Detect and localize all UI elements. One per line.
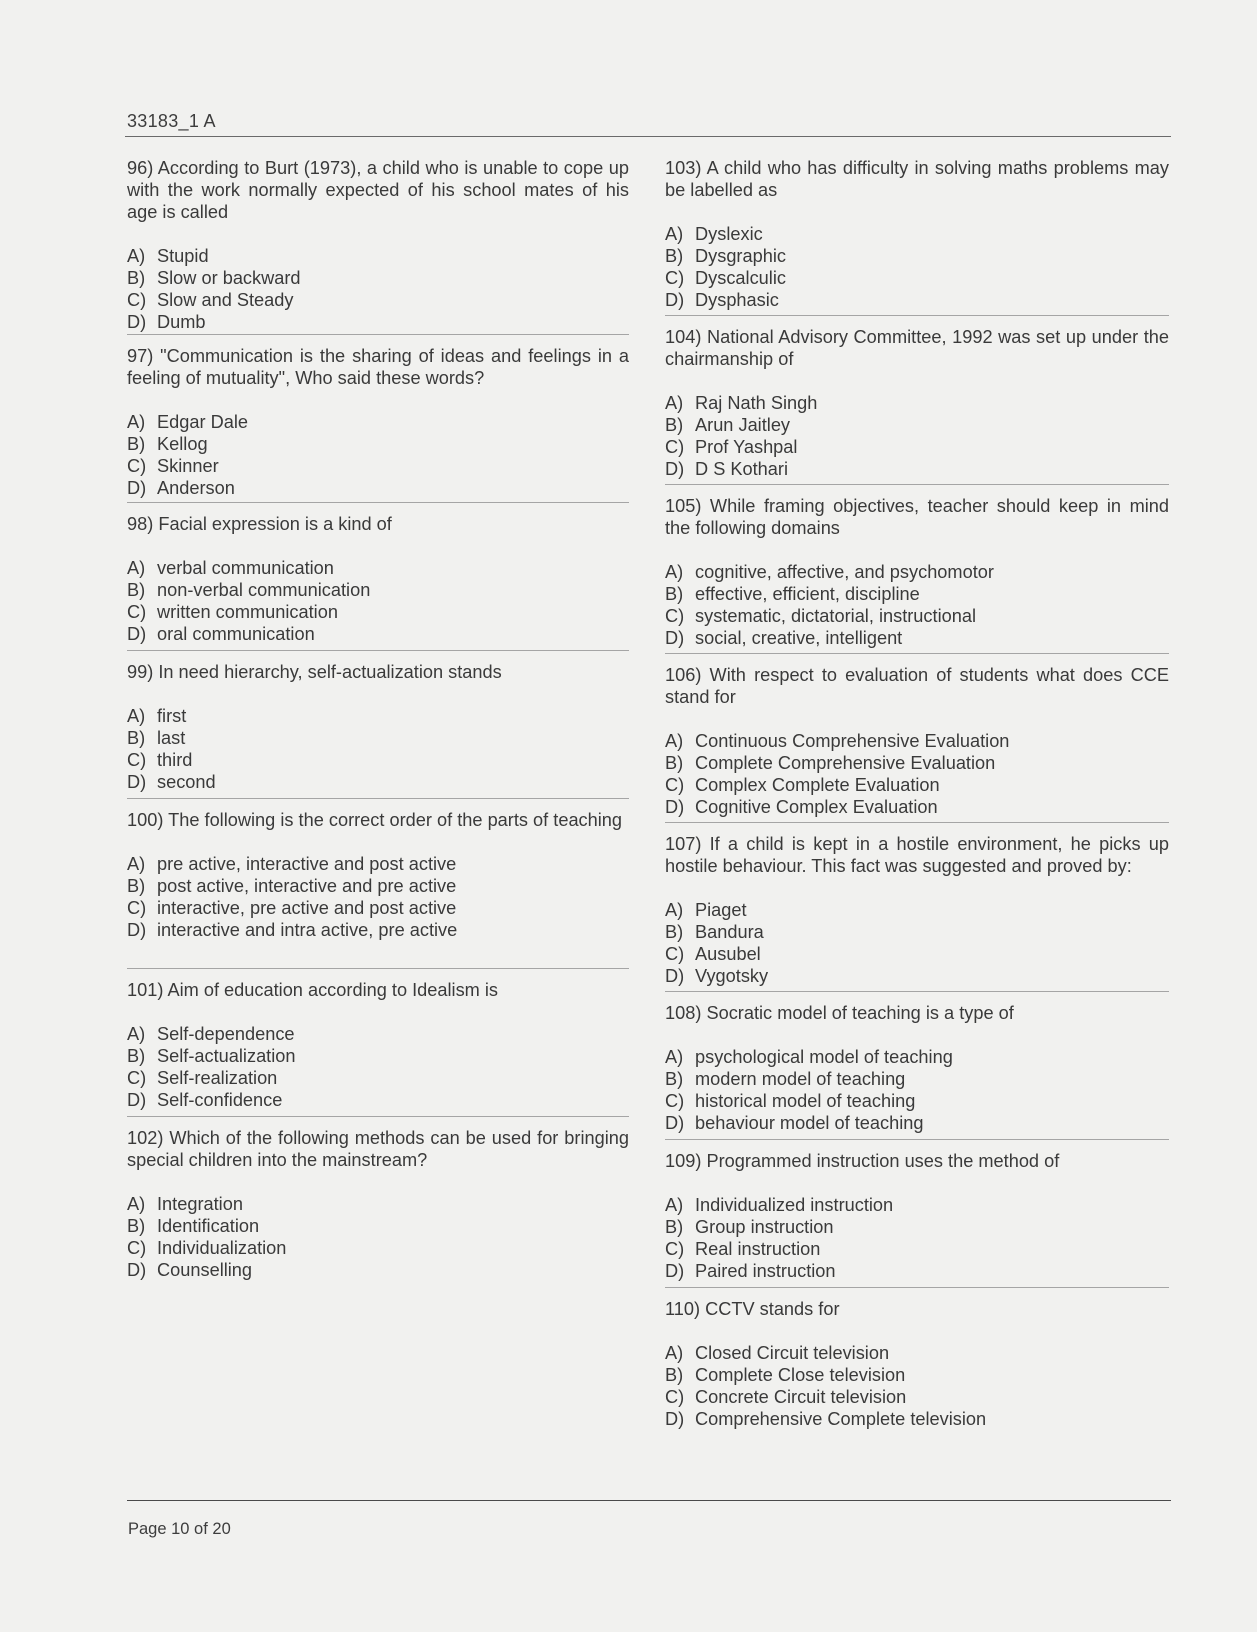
question-block	[127, 650, 629, 798]
right-question-column	[665, 157, 1169, 1435]
option-letter: A)	[127, 558, 146, 578]
answer-option	[127, 311, 629, 333]
question-text: 98) Facial expression is a kind of	[127, 514, 392, 534]
option-letter: D)	[127, 478, 147, 498]
answer-option	[665, 921, 1169, 943]
question-text: 99) In need hierarchy, self-actualization stands	[127, 662, 502, 682]
option-text: Arun Jaitley	[695, 415, 791, 435]
option-text: Complex Complete Evaluation	[695, 775, 940, 795]
answer-option	[665, 796, 1169, 818]
option-text: Ausubel	[695, 944, 761, 964]
option-letter: B)	[127, 728, 146, 748]
question-text: 101) Aim of education according to Idealism is	[127, 980, 499, 1000]
option-list	[665, 223, 1169, 311]
option-text: psychological model of teaching	[695, 1047, 953, 1067]
answer-option	[665, 414, 1169, 436]
option-letter: D)	[665, 290, 685, 310]
option-text: Self-dependence	[157, 1024, 295, 1044]
answer-option	[665, 605, 1169, 627]
answer-option	[665, 627, 1169, 649]
answer-option	[665, 458, 1169, 480]
answer-option	[127, 601, 629, 623]
option-letter: A)	[665, 1047, 684, 1067]
option-letter: C)	[127, 1238, 147, 1258]
option-letter: B)	[127, 580, 146, 600]
answer-option	[665, 289, 1169, 311]
question-text: 102) Which of the following methods can be used for bringing special children into the mainstream?	[127, 1128, 629, 1170]
option-letter: C)	[127, 1068, 147, 1088]
option-text: cognitive, affective, and psychomotor	[695, 562, 994, 582]
option-text: D S Kothari	[695, 459, 788, 479]
question-block	[127, 1116, 629, 1280]
question-text: 106) With respect to evaluation of students what does CCE stand for	[665, 665, 1169, 707]
question-block	[665, 1287, 1169, 1435]
option-text: third	[157, 750, 193, 770]
answer-option	[665, 1216, 1169, 1238]
option-list	[127, 1023, 629, 1111]
answer-option	[665, 267, 1169, 289]
option-letter: C)	[127, 898, 147, 918]
question-block	[127, 334, 629, 502]
option-letter: A)	[665, 224, 684, 244]
answer-option	[127, 771, 629, 793]
option-list	[127, 853, 629, 941]
option-letter: C)	[127, 750, 147, 770]
answer-option	[127, 455, 629, 477]
option-text: Slow and Steady	[157, 290, 294, 310]
option-text: written communication	[157, 602, 338, 622]
question-block	[665, 157, 1169, 315]
option-list	[665, 392, 1169, 480]
option-text: second	[157, 772, 216, 792]
question-text: 100) The following is the correct order of the parts of teaching	[127, 810, 623, 830]
answer-option	[127, 1045, 629, 1067]
answer-option	[665, 1238, 1169, 1260]
option-letter: B)	[127, 434, 146, 454]
answer-option	[127, 433, 629, 455]
option-letter: A)	[127, 854, 146, 874]
option-letter: C)	[127, 456, 147, 476]
answer-option	[665, 223, 1169, 245]
option-text: Dysgraphic	[695, 246, 786, 266]
option-list	[127, 1193, 629, 1281]
option-letter: A)	[665, 562, 684, 582]
answer-option	[665, 1364, 1169, 1386]
option-text: Closed Circuit television	[695, 1343, 890, 1363]
question-block	[665, 822, 1169, 991]
option-letter: A)	[127, 246, 146, 266]
option-text: behaviour model of teaching	[695, 1113, 924, 1133]
answer-option	[665, 583, 1169, 605]
option-text: Raj Nath Singh	[695, 393, 818, 413]
question-block	[665, 315, 1169, 484]
option-letter: C)	[665, 268, 685, 288]
option-text: Real instruction	[695, 1239, 821, 1259]
option-text: effective, efficient, discipline	[695, 584, 920, 604]
option-letter: D)	[127, 920, 147, 940]
answer-option	[127, 727, 629, 749]
question-text: 107) If a child is kept in a hostile environment, he picks up hostile behaviour. This fact was suggested and proved by:	[665, 834, 1169, 876]
option-letter: B)	[665, 246, 684, 266]
option-text: Individualization	[157, 1238, 287, 1258]
option-list	[665, 1194, 1169, 1282]
option-text: Continuous Comprehensive Evaluation	[695, 731, 1010, 751]
option-letter: D)	[127, 312, 147, 332]
option-text: Prof Yashpal	[695, 437, 798, 457]
question-block	[127, 502, 629, 650]
question-text: 103) A child who has difficulty in solving maths problems may be labelled as	[665, 158, 1169, 200]
option-letter: D)	[665, 628, 685, 648]
answer-option	[665, 1194, 1169, 1216]
option-letter: B)	[127, 268, 146, 288]
option-letter: C)	[665, 1387, 685, 1407]
answer-option	[665, 1046, 1169, 1068]
option-text: Self-confidence	[157, 1090, 283, 1110]
option-letter: C)	[665, 775, 685, 795]
option-letter: B)	[665, 1217, 684, 1237]
option-text: Piaget	[695, 900, 747, 920]
option-text: last	[157, 728, 186, 748]
question-block	[665, 1139, 1169, 1287]
answer-option	[127, 749, 629, 771]
option-text: Identification	[157, 1216, 260, 1236]
option-letter: D)	[665, 459, 685, 479]
answer-option	[127, 1193, 629, 1215]
option-letter: A)	[127, 1194, 146, 1214]
option-letter: D)	[665, 797, 685, 817]
option-letter: A)	[127, 412, 146, 432]
option-text: Kellog	[157, 434, 208, 454]
left-question-column	[127, 157, 629, 1280]
option-text: Dysphasic	[695, 290, 779, 310]
header-divider	[125, 136, 1171, 137]
option-text: pre active, interactive and post active	[157, 854, 457, 874]
option-letter: D)	[127, 1090, 147, 1110]
answer-option	[665, 561, 1169, 583]
option-text: Integration	[157, 1194, 243, 1214]
option-text: modern model of teaching	[695, 1069, 906, 1089]
option-text: systematic, dictatorial, instructional	[695, 606, 977, 626]
answer-option	[665, 1112, 1169, 1134]
option-text: Stupid	[157, 246, 209, 266]
option-letter: D)	[665, 1261, 685, 1281]
answer-option	[665, 899, 1169, 921]
option-text: Individualized instruction	[695, 1195, 894, 1215]
answer-option	[665, 1342, 1169, 1364]
option-list	[665, 1046, 1169, 1134]
footer-divider	[127, 1500, 1171, 1501]
answer-option	[127, 267, 629, 289]
option-letter: B)	[665, 1069, 684, 1089]
option-text: first	[157, 706, 187, 726]
option-text: Anderson	[157, 478, 235, 498]
option-text: Concrete Circuit television	[695, 1387, 907, 1407]
option-text: Self-realization	[157, 1068, 278, 1088]
option-letter: A)	[665, 1343, 684, 1363]
option-text: social, creative, intelligent	[695, 628, 903, 648]
exam-code: 33183_1 A	[127, 111, 216, 131]
option-letter: B)	[127, 876, 146, 896]
answer-option	[665, 965, 1169, 987]
answer-option	[665, 730, 1169, 752]
option-text: Paired instruction	[695, 1261, 836, 1281]
option-text: Slow or backward	[157, 268, 301, 288]
option-letter: D)	[127, 624, 147, 644]
option-letter: B)	[665, 753, 684, 773]
question-block	[665, 653, 1169, 822]
answer-option	[665, 392, 1169, 414]
option-letter: B)	[665, 584, 684, 604]
option-text: Cognitive Complex Evaluation	[695, 797, 938, 817]
answer-option	[665, 1408, 1169, 1430]
option-letter: A)	[665, 900, 684, 920]
option-letter: D)	[127, 772, 147, 792]
option-text: Bandura	[695, 922, 764, 942]
answer-option	[665, 774, 1169, 796]
option-letter: B)	[127, 1216, 146, 1236]
answer-option	[127, 1237, 629, 1259]
option-list	[665, 899, 1169, 987]
option-list	[665, 561, 1169, 649]
option-text: Self-actualization	[157, 1046, 296, 1066]
option-text: Comprehensive Complete television	[695, 1409, 987, 1429]
answer-option	[127, 1067, 629, 1089]
option-text: Dyscalculic	[695, 268, 786, 288]
answer-option	[127, 1089, 629, 1111]
option-list	[665, 1342, 1169, 1430]
option-letter: A)	[127, 1024, 146, 1044]
answer-option	[127, 557, 629, 579]
answer-option	[127, 853, 629, 875]
option-text: Vygotsky	[695, 966, 769, 986]
answer-option	[127, 919, 629, 941]
option-letter: C)	[127, 290, 147, 310]
option-letter: B)	[665, 415, 684, 435]
page-number: Page 10 of 20	[128, 1520, 231, 1538]
option-list	[127, 411, 629, 499]
option-list	[127, 705, 629, 793]
option-letter: B)	[127, 1046, 146, 1066]
option-letter: B)	[665, 1365, 684, 1385]
answer-option	[127, 579, 629, 601]
answer-option	[127, 1215, 629, 1237]
option-letter: A)	[665, 393, 684, 413]
option-text: Group instruction	[695, 1217, 834, 1237]
answer-option	[127, 875, 629, 897]
question-text: 109) Programmed instruction uses the method of	[665, 1151, 1060, 1171]
question-block	[127, 157, 629, 334]
option-letter: D)	[665, 1409, 685, 1429]
answer-option	[665, 752, 1169, 774]
option-text: verbal communication	[157, 558, 334, 578]
question-block	[127, 798, 629, 968]
option-letter: C)	[665, 944, 685, 964]
option-text: Dyslexic	[695, 224, 763, 244]
option-letter: B)	[665, 922, 684, 942]
question-text: 96) According to Burt (1973), a child who is unable to cope up with the work normally expected of his school mates of his age is called	[127, 158, 629, 222]
answer-option	[127, 1023, 629, 1045]
question-block	[127, 968, 629, 1116]
option-list	[127, 557, 629, 645]
option-text: Counselling	[157, 1260, 253, 1280]
option-text: interactive and intra active, pre active	[157, 920, 458, 940]
question-text: 108) Socratic model of teaching is a type of	[665, 1003, 1014, 1023]
option-letter: A)	[127, 706, 146, 726]
question-text: 105) While framing objectives, teacher should keep in mind the following domains	[665, 496, 1169, 538]
answer-option	[665, 1260, 1169, 1282]
question-text: 97) "Communication is the sharing of ideas and feelings in a feeling of mutuality", Who said these words?	[127, 346, 629, 388]
option-letter: C)	[665, 606, 685, 626]
option-list	[127, 245, 629, 333]
answer-option	[127, 897, 629, 919]
option-text: Dumb	[157, 312, 206, 332]
question-text: 110) CCTV stands for	[665, 1299, 840, 1319]
question-text: 104) National Advisory Committee, 1992 was set up under the chairmanship of	[665, 327, 1169, 369]
answer-option	[665, 943, 1169, 965]
question-block	[665, 991, 1169, 1139]
option-letter: A)	[665, 1195, 684, 1215]
option-text: Complete Close television	[695, 1365, 906, 1385]
option-letter: C)	[665, 1239, 685, 1259]
answer-option	[665, 245, 1169, 267]
option-letter: D)	[127, 1260, 147, 1280]
option-text: interactive, pre active and post active	[157, 898, 457, 918]
answer-option	[127, 623, 629, 645]
option-text: post active, interactive and pre active	[157, 876, 457, 896]
option-text: oral communication	[157, 624, 315, 644]
answer-option	[665, 1068, 1169, 1090]
option-letter: A)	[665, 731, 684, 751]
answer-option	[127, 1259, 629, 1281]
option-text: Complete Comprehensive Evaluation	[695, 753, 996, 773]
option-letter: D)	[665, 966, 685, 986]
option-letter: C)	[665, 437, 685, 457]
option-text: Skinner	[157, 456, 219, 476]
answer-option	[127, 705, 629, 727]
option-text: non-verbal communication	[157, 580, 371, 600]
option-letter: C)	[127, 602, 147, 622]
option-letter: C)	[665, 1091, 685, 1111]
answer-option	[665, 1090, 1169, 1112]
answer-option	[127, 411, 629, 433]
option-list	[665, 730, 1169, 818]
answer-option	[127, 477, 629, 499]
option-letter: D)	[665, 1113, 685, 1133]
answer-option	[665, 1386, 1169, 1408]
question-block	[665, 484, 1169, 653]
answer-option	[665, 436, 1169, 458]
answer-option	[127, 289, 629, 311]
option-text: historical model of teaching	[695, 1091, 916, 1111]
answer-option	[127, 245, 629, 267]
option-text: Edgar Dale	[157, 412, 248, 432]
